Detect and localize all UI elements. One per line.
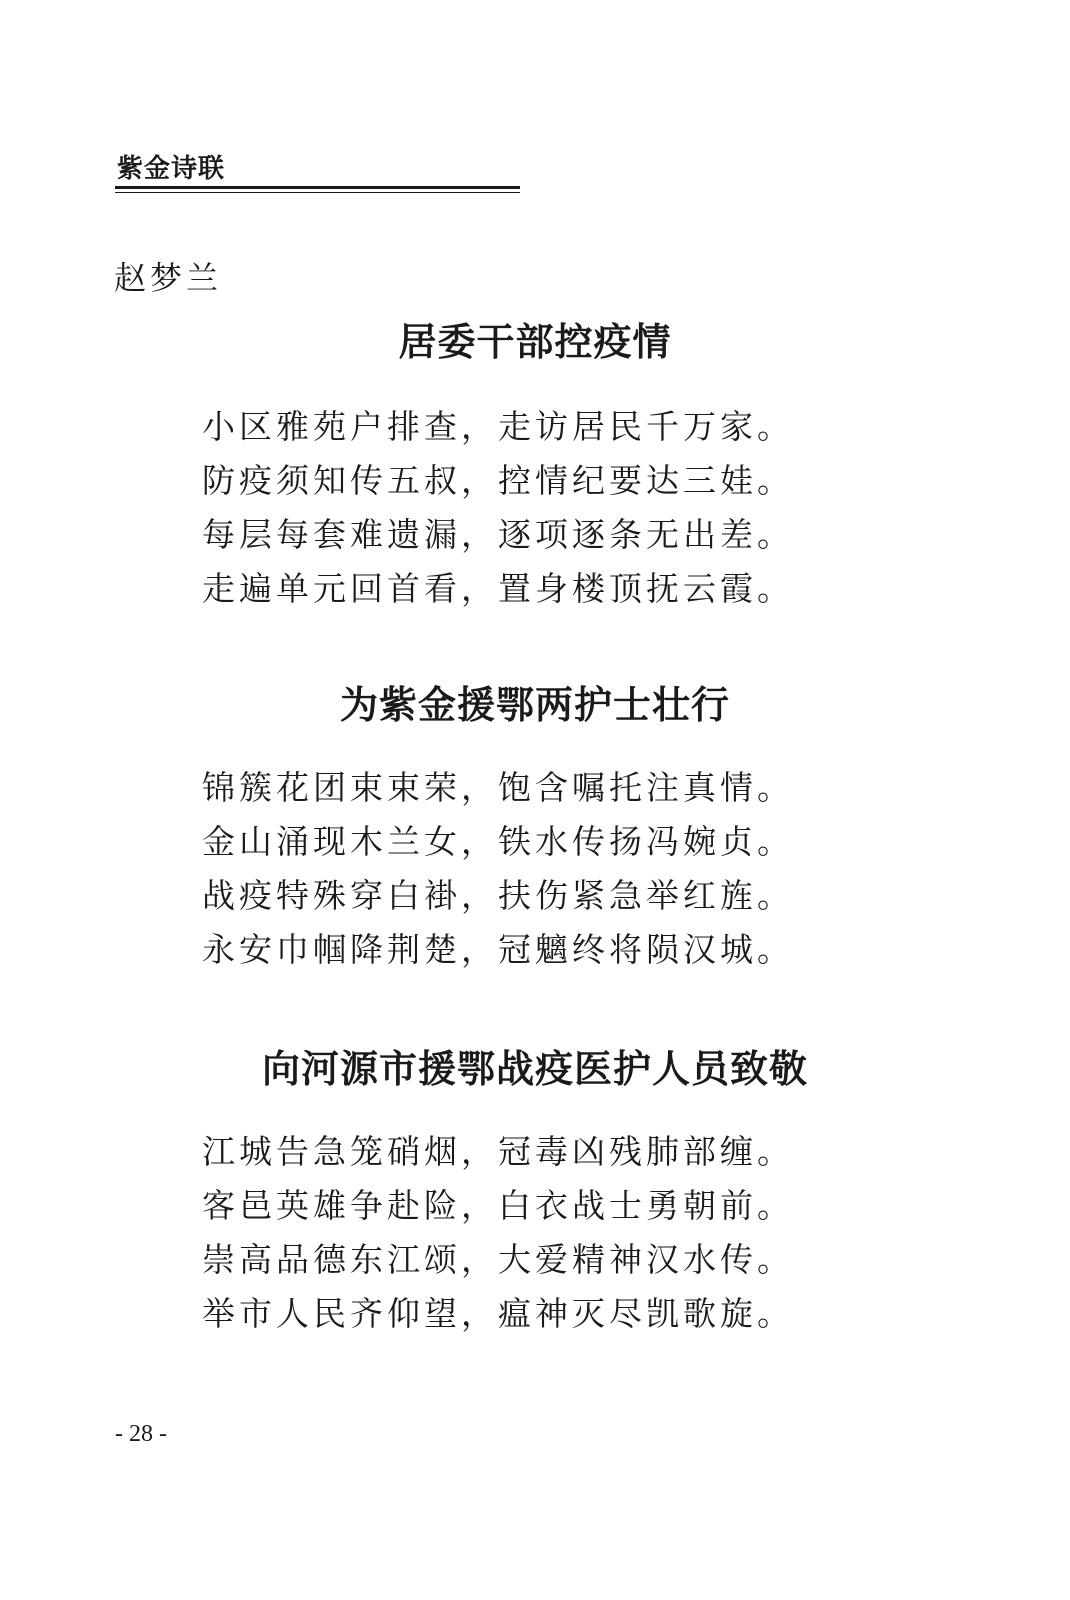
poem-lines [202, 1125, 794, 1341]
poem-title: 为紫金援鄂两护士壮行 [339, 682, 730, 727]
poem-3 [0, 1045, 1070, 1333]
poem-lines [202, 400, 794, 616]
poem-line: 崇高品德东江颂，大爱精神汉水传。 [202, 1240, 794, 1279]
poem-line: 江城告急笼硝烟，冠毒凶残肺部缠。 [202, 1132, 794, 1171]
running-header [115, 152, 520, 196]
header-rule-thin [115, 192, 520, 193]
poem-line: 防疫须知传五叔，控情纪要达三娃。 [202, 461, 794, 500]
poem-line: 金山涌现木兰女，铁水传扬冯婉贞。 [202, 822, 794, 861]
poem-line: 小区雅苑户排查，走访居民千万家。 [202, 407, 794, 446]
page-number: - 28 - [115, 1421, 167, 1447]
header-rule-thick [115, 186, 520, 189]
poem-2 [0, 681, 1070, 969]
poem-line: 锦簇花团束束荣，饱含嘱托注真情。 [202, 768, 794, 807]
poem-title: 居委干部控疫情 [398, 319, 672, 364]
author-name: 赵梦兰 [114, 259, 223, 297]
poem-line: 走遍单元回首看，置身楼顶抚云霞。 [202, 569, 794, 608]
poem-lines [202, 761, 794, 977]
poem-line: 举市人民齐仰望，瘟神灭尽凯歌旋。 [202, 1294, 794, 1333]
poem-title: 向河源市援鄂战疫医护人员致敬 [261, 1046, 808, 1091]
poem-line: 战疫特殊穿白褂，扶伤紧急举红旌。 [202, 876, 794, 915]
poem-1 [0, 318, 1070, 608]
running-header-title: 紫金诗联 [117, 154, 226, 184]
poem-line: 客邑英雄争赴险，白衣战士勇朝前。 [202, 1186, 794, 1225]
poem-line: 永安巾帼降荆楚，冠魑终将陨汉城。 [202, 930, 794, 969]
poem-line: 每层每套难遗漏，逐项逐条无出差。 [202, 515, 794, 554]
